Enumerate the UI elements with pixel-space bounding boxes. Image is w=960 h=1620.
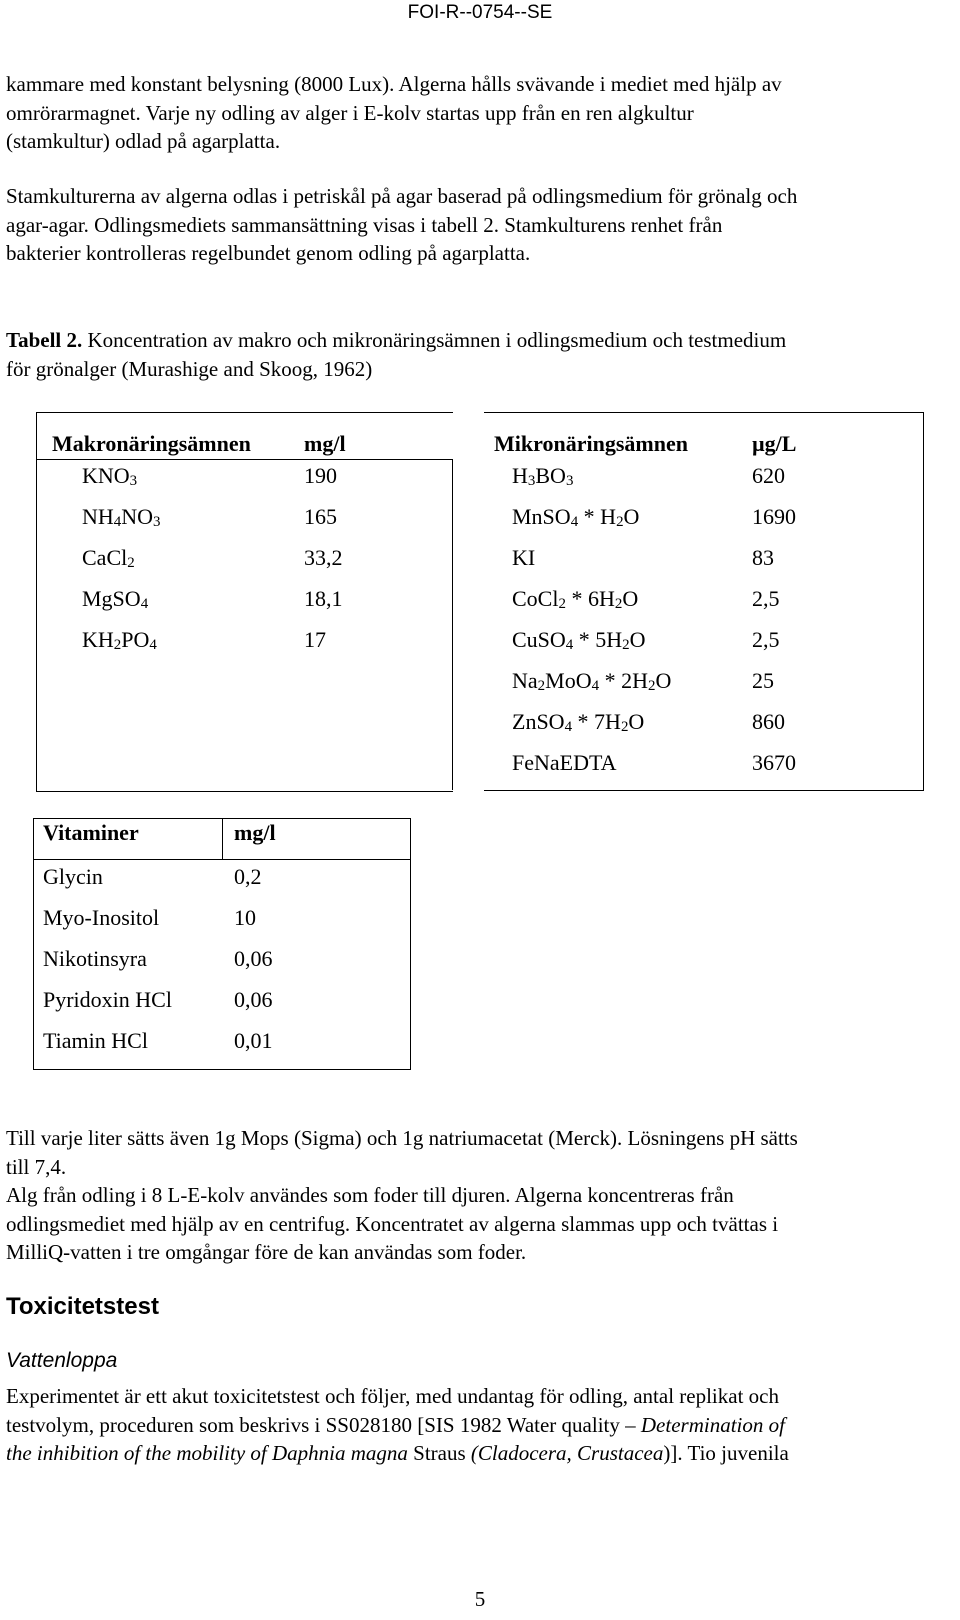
vitamin-name: Nikotinsyra	[43, 946, 147, 971]
vitamin-name: Tiamin HCl	[43, 1028, 148, 1053]
micro-compound: MnSO$_4$ * $H_2O$	[512, 504, 640, 531]
after-table-paragraph-2	[6, 1181, 954, 1267]
center-divider	[452, 459, 453, 790]
micro-compound: $Na_2MoO_4 * 2H_2O$	[512, 668, 672, 695]
micro-value: 25	[752, 668, 774, 693]
vitamin-name: Myo-Inositol	[43, 905, 160, 930]
document-id-header: FOI-R--0754--SE	[407, 2, 553, 23]
micro-value: 2,5	[752, 586, 780, 611]
vitamin-value: 0,2	[234, 864, 262, 889]
subsection-heading: Vattenloppa	[6, 1349, 118, 1372]
micro-compound: CuSO$_4$ * $5H_2O$	[512, 627, 646, 654]
micro-compound: $H_3BO_3$	[512, 463, 574, 490]
macro-value: 190	[304, 463, 337, 488]
vitamin-value: 0,06	[234, 946, 273, 971]
macro-header-name: Makronäringsämnen	[52, 431, 251, 456]
micro-value: 83	[752, 545, 774, 570]
micro-value: 2,5	[752, 627, 780, 652]
text-line: (stamkultur) odlad på agarplatta.	[6, 129, 281, 153]
micro-compound: CoCl$_2$ * $6H_2O$	[512, 586, 639, 613]
macro-compound: $KNO_3$	[82, 463, 138, 490]
vitamin-header-unit: mg/l	[234, 820, 276, 845]
experiment-paragraph	[6, 1382, 954, 1468]
micro-compound: FeNaEDTA	[512, 750, 617, 775]
micro-compound: KI	[512, 545, 536, 570]
text-line: omrörarmagnet. Varje ny odling av alger i E-kolv startas upp från en ren algkultur	[6, 100, 694, 125]
text-line: odlingsmediet med hjälp av en centrifug. Koncentratet av algerna slammas upp och tvättas i	[6, 1211, 779, 1236]
micro-value: 1690	[752, 504, 796, 529]
text-line: testvolym, proceduren som beskrivs i SS028180 [SIS 1982 Water quality – Determination of	[6, 1412, 785, 1437]
vitamin-value: 10	[234, 905, 256, 930]
text-line: Experimentet är ett akut toxicitetstest och följer, med undantag för odling, antal replikat och	[6, 1384, 779, 1408]
macro-compound: $NH_4NO_3$	[82, 504, 161, 531]
text-line: Alg från odling i 8 L-E-kolv användes som foder till djuren. Algerna koncentreras från	[6, 1183, 734, 1207]
macro-header-divider	[36, 459, 453, 460]
macro-value: 17	[304, 627, 326, 652]
intro-paragraph-2	[6, 182, 954, 268]
caption-text: för grönalger (Murashige and Skoog, 1962)	[6, 356, 373, 381]
vitamin-name: Pyridoxin HCl	[43, 987, 172, 1012]
section-heading: Toxicitetstest	[6, 1293, 159, 1320]
text-line: bakterier kontrolleras regelbundet genom odling på agarplatta.	[6, 241, 531, 265]
vitamin-value: 0,01	[234, 1028, 273, 1053]
vitamin-name: Glycin	[43, 864, 103, 889]
text-line: kammare med konstant belysning (8000 Lux). Algerna hålls svävande i mediet med hjälp av	[6, 72, 782, 96]
vitamin-value: 0,06	[234, 987, 273, 1012]
micro-value: 620	[752, 463, 785, 488]
text-line: till 7,4.	[6, 1154, 67, 1179]
text-line: Till varje liter sätts även 1g Mops (Sigma) och 1g natriumacetat (Merck). Lösningens pH sätts	[6, 1126, 798, 1150]
vitamin-header-column-divider	[222, 818, 223, 860]
vitamin-header-name: Vitaminer	[43, 820, 139, 845]
macro-value: 165	[304, 504, 337, 529]
text-line: MilliQ-vatten i tre omgångar före de kan användas som foder.	[6, 1240, 527, 1264]
macro-compound: MgSO$_4$	[82, 586, 149, 613]
page-number: 5	[474, 1587, 486, 1611]
micro-value: 3670	[752, 750, 796, 775]
after-table-paragraph-1	[6, 1124, 954, 1181]
text-line: Stamkulturerna av algerna odlas i petriskål på agar baserad på odlingsmedium för grönalg och	[6, 184, 798, 208]
micro-header-unit: µg/L	[752, 431, 797, 456]
caption-text: Koncentration av makro och mikronäringsämnen i odlingsmedium och testmedium	[87, 328, 787, 352]
table-caption	[6, 326, 954, 383]
macro-header-unit: mg/l	[304, 431, 346, 456]
micro-compound: ZnSO$_4$ * $7H_2O$	[512, 709, 645, 736]
macro-compound: CaCl$_2$	[82, 545, 135, 572]
micro-header-name: Mikronäringsämnen	[494, 431, 688, 456]
macro-value: 18,1	[304, 586, 343, 611]
macro-value: 33,2	[304, 545, 343, 570]
intro-paragraph-1	[6, 70, 954, 156]
micro-value: 860	[752, 709, 785, 734]
text-line: agar-agar. Odlingsmediets sammansättning visas i tabell 2. Stamkulturens renhet från	[6, 212, 723, 237]
macro-compound: $KH_2PO_4$	[82, 627, 157, 654]
caption-label: Tabell 2.	[6, 328, 83, 352]
text-line: the inhibition of the mobility of Daphnia magna Straus (Cladocera, Crustacea)]. Tio juvenila	[6, 1441, 789, 1465]
